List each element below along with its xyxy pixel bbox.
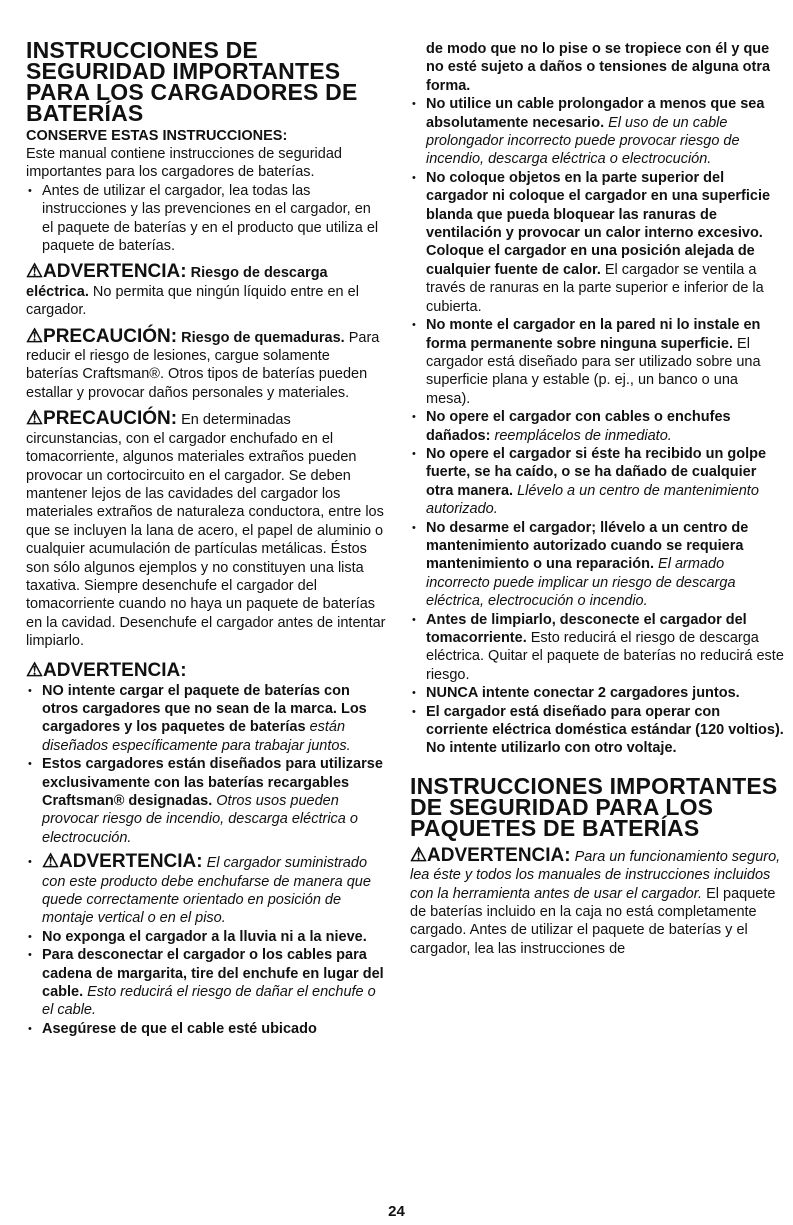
item-bold: No coloque objetos en la parte superior del cargador ni coloque el cargador en una superficie blanda que pueda bloquear las ranuras de ventilación y provocar un calor interno excesivo. Coloque el cargador en una posición alejada de cualquier fuente de calor. (426, 169, 771, 278)
item-italic: Llévelo a un centro de mantenimiento autorizado. (426, 482, 759, 518)
intro-list (26, 182, 386, 256)
item-text: El cargador está diseñado para ser utilizado sobre una superficie plana y estable (p. ej., un banco o una mesa). (426, 335, 761, 407)
list-item (410, 408, 785, 445)
item-bold: Estos cargadores están diseñados para utilizarse exclusivamente con las baterías recargables Craftsman® designadas. (42, 756, 383, 809)
warning-text: No permita que ningún líquido entre en el cargador. (26, 283, 359, 319)
item-bold: El cargador está diseñado para operar con corriente eléctrica doméstica estándar (120 voltios). No intente utilizarlo con otro voltaje. (426, 703, 784, 757)
safety-list (410, 95, 785, 758)
list-item (26, 853, 386, 928)
list-item (410, 703, 785, 758)
list-item (410, 519, 785, 611)
item-bold: Para desconectar el cargador o los cables para cadena de margarita, tire del enchufe en lugar del cable. (42, 947, 384, 1001)
item-italic: El uso de un cable prolongador incorrecto puede provocar riesgo de incendio, descarga eléctrica o electrocución. (426, 114, 740, 168)
list-item (26, 1020, 386, 1038)
list-item (26, 928, 386, 946)
caution-label: ⚠PRECAUCIÓN: (26, 325, 178, 347)
item-bold: NO intente cargar el paquete de baterías con otros cargadores que no sean de la marca. Los cargadores y los paquetes de baterías (42, 682, 367, 736)
caution-burns (26, 325, 386, 403)
caution-bold: Riesgo de quemaduras. (181, 329, 345, 346)
item-italic: El armado incorrecto puede implicar un riesgo de descarga eléctrica, electrocución o incendio. (426, 556, 736, 610)
section-title-chargers: INSTRUCCIONES DE SEGURIDAD IMPORTANTES PARA LOS CARGADORES DE BATERÍAS (26, 37, 358, 126)
continued-text: de modo que no lo pise o se tropiece con él y que no esté sujeto a daños o tensiones de alguna otra forma. (426, 41, 771, 94)
item-bold: No opere el cargador con cables o enchufes dañados: (426, 409, 731, 444)
conserve-heading: CONSERVE ESTAS INSTRUCCIONES: (26, 128, 288, 144)
intro-paragraph: Este manual contiene instrucciones de seguridad importantes para los cargadores de baterías. (26, 146, 342, 181)
caution-text: En determinadas circunstancias, con el cargador enchufado en el tomacorriente, algunos materiales extraños pueden provocar un cortocircuito en el cargador. Se deben mantener lejos de las cavidades del cargador los materiales extraños de naturaleza conductora, entre los que se incluyen la lana de acero, el papel de aluminio o cualquier acumulación de partículas metálicas. Éstos son sólo algunos ejemplos y no constituyen una lista taxativa. Siempre desenchufe el cargador del tomacorriente cuando no haya un paquete de baterías en la cavidad. Desenchufe el cargador antes de intentar limpiarlo. (26, 412, 386, 650)
right-column (410, 40, 785, 958)
warning-label: ⚠ADVERTENCIA: (42, 851, 203, 873)
item-text: Esto reducirá el riesgo de descarga eléctrica. Quitar el paquete de baterías no reducirá este riesgo. (426, 630, 784, 683)
list-item (410, 169, 785, 316)
warning-label: ⚠ADVERTENCIA: (410, 844, 571, 866)
item-italic: Esto reducirá el riesgo de dañar el enchufe o el cable. (42, 984, 376, 1019)
item-bold: No exponga el cargador a la lluvia ni a la nieve. (42, 928, 367, 945)
list-item (410, 95, 785, 169)
warning-label: ⚠ADVERTENCIA: (26, 659, 187, 681)
list-item: • Antes de utilizar el cargador, lea todas las instrucciones y las prevenciones en el cargador, en el paquete de baterías y en el producto que utiliza el paquete de baterías. (26, 182, 386, 256)
list-item (26, 946, 386, 1020)
list-item (410, 445, 785, 519)
item-bold: No desarme el cargador; llévelo a un centro de mantenimiento autorizado cuando se requiera mantenimiento o una reparación. (426, 519, 749, 573)
item-bold: No utilice un cable prolongador a menos que sea absolutamente necesario. (426, 96, 765, 131)
item-text: El cargador se ventila a través de ranuras en la parte superior e inferior de la cubierta. (426, 261, 764, 315)
item-italic: El cargador suministrado con este producto debe enchufarse de manera que quede correctamente orientado en posición de montaje vertical o en el piso. (42, 855, 371, 927)
warning-bold: Riesgo de descarga eléctrica. (26, 265, 328, 300)
item-bold: Asegúrese de que el cable esté ubicado (42, 1020, 317, 1037)
page-number: 24 (388, 1203, 405, 1220)
section-title-battery-packs: INSTRUCCIONES IMPORTANTES DE SEGURIDAD PARA LOS PAQUETES DE BATERÍAS (410, 772, 778, 841)
warning-shock (26, 263, 386, 319)
warning-label: ⚠ADVERTENCIA: (26, 261, 187, 283)
list-item (410, 611, 785, 685)
item-bold: Antes de limpiarlo, desconecte el cargador del tomacorriente. (426, 611, 747, 646)
list-item (26, 755, 386, 847)
caution-text: Para reducir el riesgo de lesiones, cargue solamente baterías Craftsman®. Otros tipos de baterías pueden estallar y provocar daños personales y materiales. (26, 329, 380, 401)
list-item (410, 316, 785, 408)
item-italic: reemplácelos de inmediato. (494, 427, 672, 444)
warning-battery (410, 844, 785, 958)
warning-italic: Para un funcionamiento seguro, lea éste y todos los manuales de instrucciones incluidos con la herramienta antes de usar el cargador. (410, 848, 781, 902)
item-bold: NUNCA intente conectar 2 cargadores juntos. (426, 685, 740, 702)
list-item (410, 684, 785, 702)
left-column (26, 37, 386, 1038)
item-bold: No opere el cargador si éste ha recibido un golpe fuerte, se ha caído, o se ha dañado de cualquier otra manera. (426, 445, 767, 499)
item-italic: están diseñados específicamente para trabajar juntos. (42, 719, 351, 754)
warning-text: El paquete de baterías incluido en la caja no está completamente cargado. Antes de utilizar el paquete de baterías y el cargador, lea las instrucciones de (410, 885, 776, 957)
item-bold: No monte el cargador en la pared ni lo instale en forma permanente sobre ninguna superficie. (426, 317, 761, 352)
item-italic: Otros usos pueden provocar riesgo de incendio, descarga eléctrica o electrocución. (42, 793, 358, 846)
caution-label: ⚠PRECAUCIÓN: (26, 408, 178, 430)
warning-list (26, 682, 386, 1039)
caution-short-circuit (26, 410, 386, 650)
list-item (26, 682, 386, 756)
